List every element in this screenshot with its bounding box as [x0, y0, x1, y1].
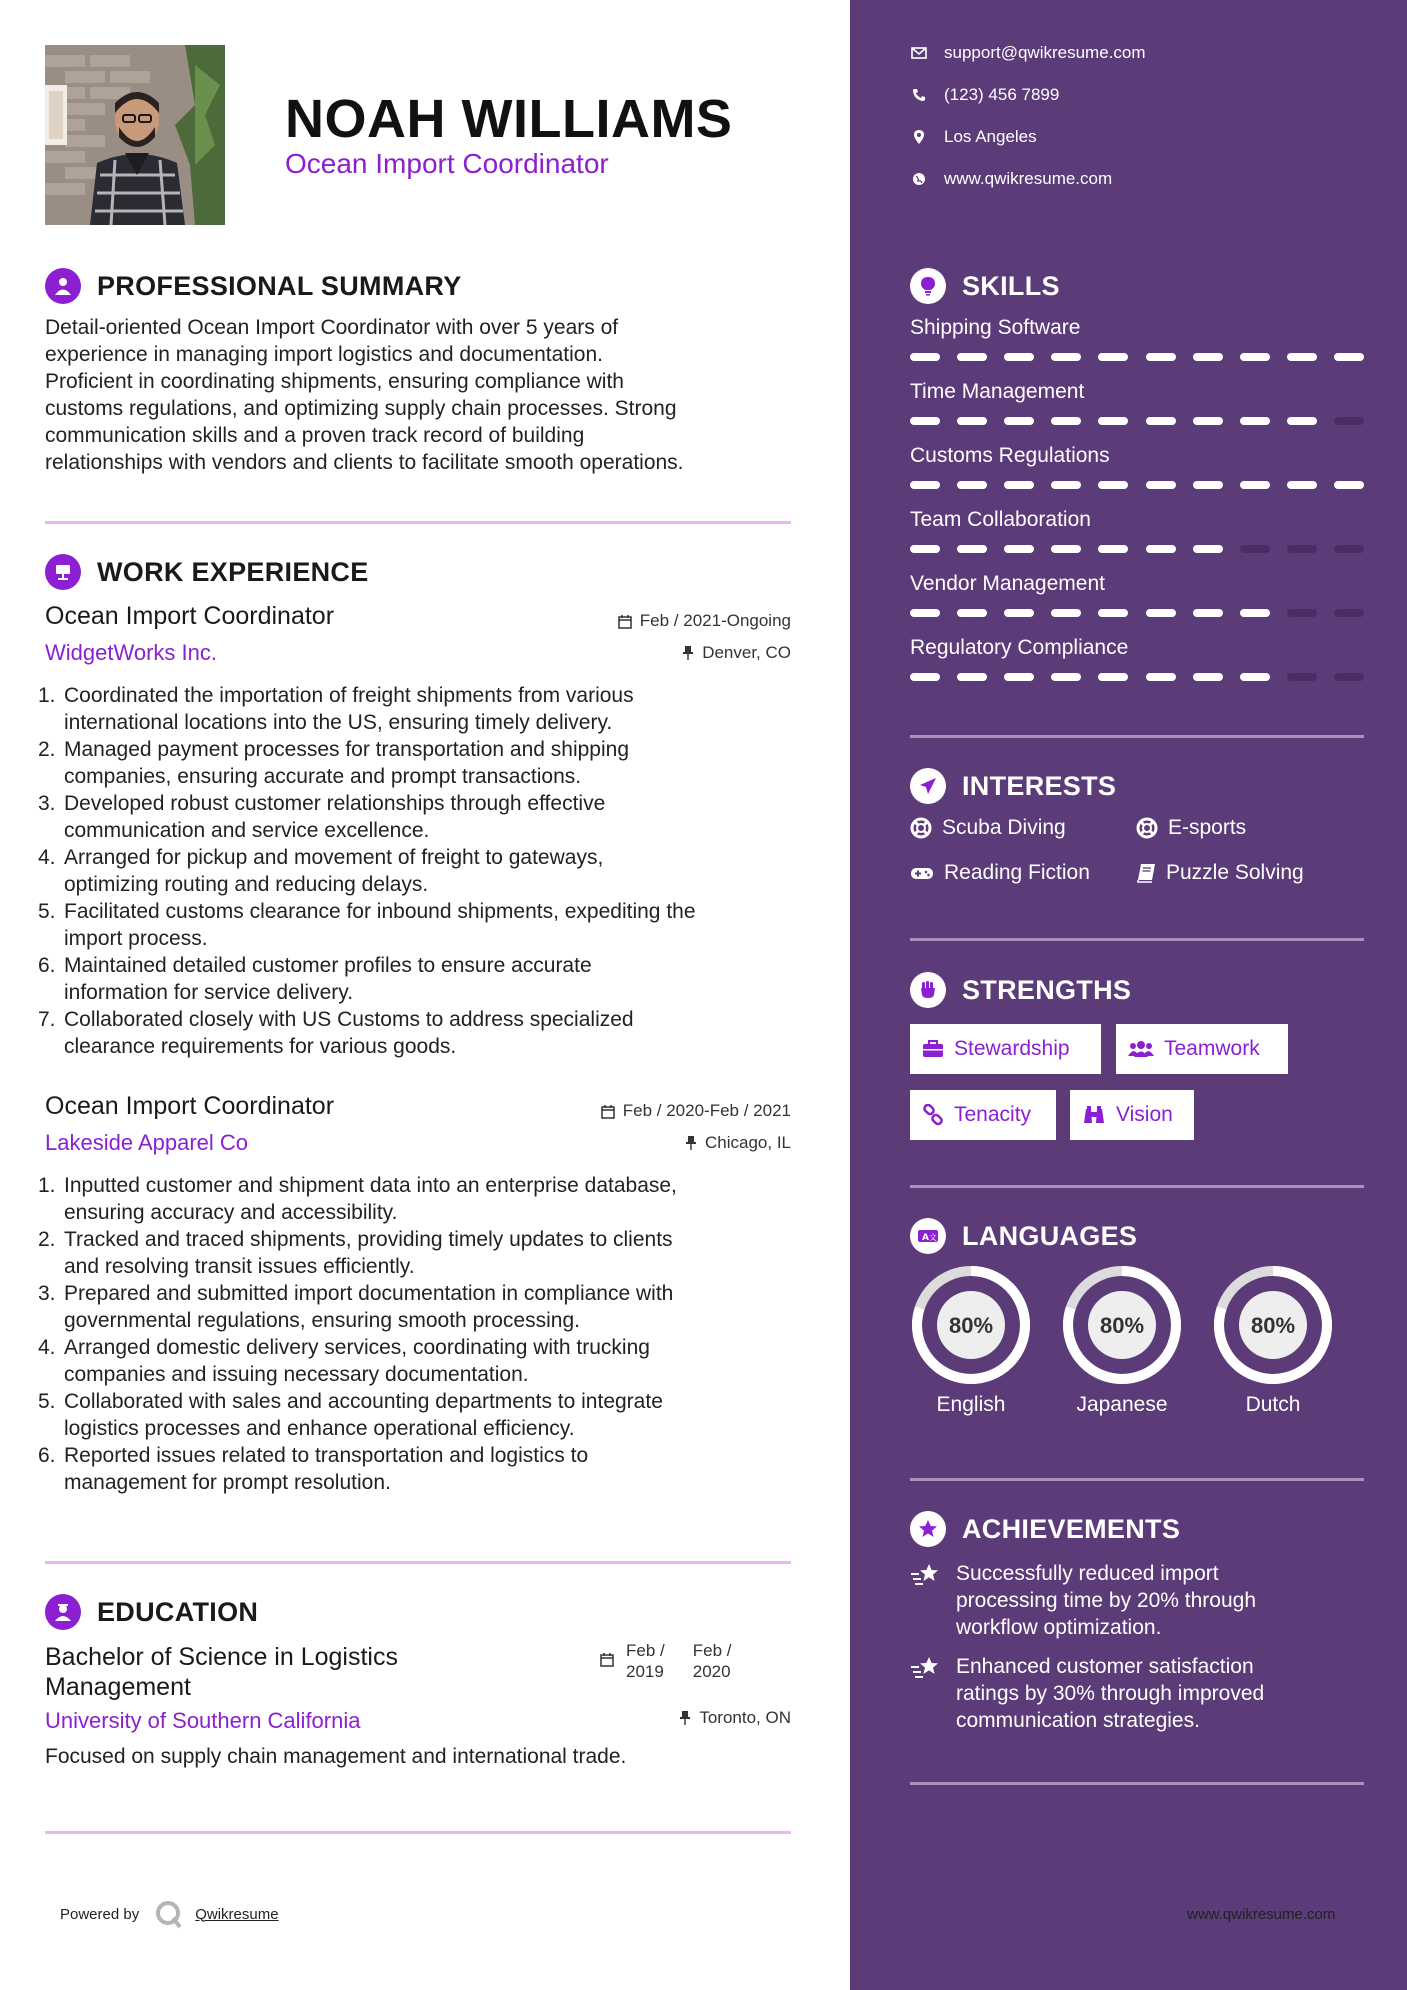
strength-tag — [1116, 1024, 1288, 1074]
skill-segment — [1240, 673, 1270, 681]
contact-email — [910, 43, 1146, 63]
skill-segment — [1334, 545, 1364, 553]
skill-name: Shipping Software — [910, 316, 1081, 339]
section-divider — [910, 1478, 1364, 1481]
summary-heading: PROFESSIONAL SUMMARY — [97, 270, 462, 301]
section-divider — [910, 938, 1364, 941]
skill-segment — [1240, 545, 1270, 553]
contact-phone — [910, 85, 1059, 105]
skills-header — [910, 268, 1060, 304]
language-percent-label: 80% — [1099, 1313, 1145, 1338]
interest-label: Scuba Diving — [942, 816, 1066, 839]
gamepad-icon — [910, 865, 934, 881]
skill-segment — [910, 673, 940, 681]
job-bullets — [38, 682, 798, 1060]
fist-icon — [910, 972, 946, 1008]
languages-header — [910, 1218, 1137, 1254]
job-dates-text: Feb / 2020-Feb / 2021 — [622, 1101, 791, 1120]
skill-segment — [1240, 417, 1270, 425]
strength-tag — [910, 1024, 1101, 1074]
pushpin-icon — [682, 645, 694, 661]
summary-line: relationships with vendors and clients to facilitate smooth operations. — [45, 451, 684, 474]
graduate-icon — [45, 1594, 81, 1630]
profile-photo — [45, 45, 225, 225]
skill-segment — [957, 417, 987, 425]
list-item: 5. Facilitated customs clearance for inbound shipments, expediting the import process. — [38, 900, 696, 950]
skill-level-bar — [910, 609, 1364, 617]
skill-segment — [1146, 609, 1176, 617]
section-divider — [45, 1561, 791, 1564]
achievement-text: Enhanced customer satisfaction ratings by 30% through improved communication strategies. — [956, 1655, 1265, 1732]
skill-level-bar — [910, 673, 1364, 681]
contact-email-text[interactable]: support@qwikresume.com — [944, 43, 1146, 62]
contact-website-text[interactable]: www.qwikresume.com — [944, 169, 1113, 188]
book-icon — [1136, 863, 1156, 883]
skill-segment — [1051, 417, 1081, 425]
skill-segment — [1051, 353, 1081, 361]
language-item — [1211, 1263, 1335, 1417]
strength-tag — [1070, 1090, 1194, 1140]
skill-segment — [1004, 545, 1034, 553]
strengths-heading: STRENGTHS — [962, 974, 1132, 1005]
candidate-title: Ocean Import Coordinator — [285, 148, 609, 179]
summary-line: customs regulations, and optimizing supply chain processes. Strong — [45, 397, 677, 420]
users-icon — [1128, 1040, 1154, 1058]
list-item: 2. Tracked and traced shipments, providing timely updates to clients and resolving transit issues efficiently. — [38, 1228, 673, 1278]
languages-heading: LANGUAGES — [962, 1220, 1138, 1251]
skill-name: Regulatory Compliance — [910, 636, 1129, 659]
life-ring-icon — [1136, 817, 1158, 839]
strengths-header — [910, 972, 1131, 1008]
skill-segment — [1334, 673, 1364, 681]
education-heading: EDUCATION — [97, 1596, 259, 1627]
calendar-icon — [600, 1652, 614, 1667]
skill-segment — [910, 481, 940, 489]
section-divider — [45, 521, 791, 524]
qwikresume-link[interactable]: Qwikresume — [195, 1905, 279, 1923]
interest-item — [910, 861, 1090, 885]
skill-segment — [1334, 353, 1364, 361]
skill-segment — [957, 353, 987, 361]
interests-header — [910, 768, 1116, 804]
contact-phone-text: (123) 456 7899 — [944, 85, 1060, 104]
language-icon — [910, 1218, 946, 1254]
job-location-text: Denver, CO — [702, 643, 791, 662]
summary-line: Proficient in coordinating shipments, ensuring compliance with — [45, 370, 624, 393]
language-percent-label: 80% — [948, 1313, 994, 1338]
section-divider — [910, 1185, 1364, 1188]
skill-segment — [1193, 545, 1223, 553]
candidate-name: NOAH WILLIAMS — [285, 89, 733, 149]
language-ring — [1060, 1263, 1184, 1387]
summary-header — [45, 268, 462, 304]
summary-text — [45, 314, 795, 476]
link-icon — [922, 1104, 944, 1126]
skill-segment — [1146, 353, 1176, 361]
pushpin-icon — [685, 1135, 697, 1151]
interest-item — [1136, 861, 1304, 885]
envelope-icon — [910, 47, 928, 59]
strength-label: Vision — [1116, 1103, 1173, 1126]
skill-level-bar — [910, 481, 1364, 489]
skill-level-bar — [910, 545, 1364, 553]
star-badge-icon — [910, 1511, 946, 1547]
interest-label: Puzzle Solving — [1166, 861, 1304, 884]
skill-segment — [1146, 417, 1176, 425]
contact-website — [910, 169, 1112, 189]
list-item: 7. Collaborated closely with US Customs to address specialized clearance requirements for various goods. — [38, 1008, 634, 1058]
skill-segment — [1287, 417, 1317, 425]
list-item: 3. Prepared and submitted import documentation in compliance with governmental regulations, ensuring smooth processing. — [38, 1282, 674, 1332]
svg-text:文: 文 — [929, 1233, 937, 1242]
skill-segment — [1098, 673, 1128, 681]
summary-line: Detail-oriented Ocean Import Coordinator with over 5 years of — [45, 316, 619, 339]
list-item: 6. Maintained detailed customer profiles to ensure accurate information for service delivery. — [38, 954, 592, 1004]
job-dates-text: Feb / 2021-Ongoing — [639, 611, 791, 630]
skill-segment — [1193, 609, 1223, 617]
sidebar — [850, 0, 1407, 1990]
skill-segment — [1146, 673, 1176, 681]
life-ring-icon — [910, 817, 932, 839]
skills-heading: SKILLS — [962, 270, 1060, 301]
skill-name: Time Management — [910, 380, 1085, 403]
skill-segment — [910, 417, 940, 425]
interest-item — [1136, 816, 1246, 840]
skill-segment — [1098, 609, 1128, 617]
section-divider — [910, 735, 1364, 738]
briefcase-icon — [45, 554, 81, 590]
job-location — [682, 643, 791, 663]
achievement-item — [910, 1560, 1340, 1641]
job-title: Ocean Import Coordinator — [45, 602, 335, 630]
globe-icon — [910, 172, 928, 186]
skill-segment — [1240, 353, 1270, 361]
user-icon — [45, 268, 81, 304]
list-item: 5. Collaborated with sales and accounting departments to integrate logistics processes and enhance operational efficiency. — [38, 1390, 663, 1440]
footer-website[interactable]: www.qwikresume.com — [1187, 1906, 1336, 1923]
skill-segment — [1146, 545, 1176, 553]
powered-by-label: Powered by — [60, 1905, 140, 1923]
section-divider — [910, 1782, 1364, 1785]
skill-segment — [1334, 609, 1364, 617]
skill-level-bar — [910, 417, 1364, 425]
skill-segment — [957, 481, 987, 489]
job-dates — [618, 611, 791, 631]
strength-label: Stewardship — [954, 1037, 1070, 1060]
skill-segment — [1334, 481, 1364, 489]
binoculars-icon — [1082, 1105, 1106, 1125]
language-name: Japanese — [1076, 1393, 1168, 1416]
job-location — [685, 1133, 791, 1153]
job-dates — [601, 1101, 791, 1121]
school-name: University of Southern California — [45, 1708, 361, 1733]
skill-segment — [957, 545, 987, 553]
education-end-date: Feb / 2020 — [692, 1641, 732, 1681]
summary-line: communication skills and a proven track record of building — [45, 424, 585, 447]
skill-segment — [1051, 481, 1081, 489]
achievements-heading: ACHIEVEMENTS — [962, 1513, 1181, 1544]
skill-segment — [1004, 609, 1034, 617]
skill-segment — [1004, 673, 1034, 681]
skill-segment — [957, 673, 987, 681]
job-bullets — [38, 1172, 798, 1496]
calendar-icon — [618, 614, 632, 629]
skill-segment — [1004, 417, 1034, 425]
skill-name: Vendor Management — [910, 572, 1105, 595]
language-percent-label: 80% — [1250, 1313, 1296, 1338]
skill-name: Team Collaboration — [910, 508, 1091, 531]
work-heading: WORK EXPERIENCE — [97, 556, 369, 587]
skill-segment — [910, 609, 940, 617]
skill-segment — [1004, 481, 1034, 489]
skill-segment — [1334, 417, 1364, 425]
language-name: Dutch — [1245, 1393, 1301, 1416]
education-header — [45, 1594, 258, 1630]
contact-location-text: Los Angeles — [944, 127, 1037, 146]
achievements-header — [910, 1511, 1180, 1547]
skill-segment — [1098, 417, 1128, 425]
achievement-text: Successfully reduced import processing time by 20% through workflow optimization. — [956, 1562, 1256, 1639]
skill-segment — [910, 545, 940, 553]
job-title: Ocean Import Coordinator — [45, 1092, 335, 1120]
work-header — [45, 554, 369, 590]
education-location-text: Toronto, ON — [699, 1708, 791, 1727]
map-marker-icon — [910, 129, 928, 145]
strength-label: Teamwork — [1164, 1037, 1260, 1060]
job-location-text: Chicago, IL — [705, 1133, 791, 1152]
skill-segment — [1240, 609, 1270, 617]
achievement-item — [910, 1653, 1340, 1734]
language-ring — [909, 1263, 1033, 1387]
skill-segment — [1146, 481, 1176, 489]
list-item: 4. Arranged for pickup and movement of freight to gateways, optimizing routing and reducing delays. — [38, 846, 604, 896]
skill-segment — [1051, 545, 1081, 553]
skill-segment — [1287, 353, 1317, 361]
paper-plane-icon — [910, 768, 946, 804]
education-description: Focused on supply chain management and international trade. — [45, 1745, 627, 1768]
list-item: 6. Reported issues related to transportation and logistics to management for prompt resolution. — [38, 1444, 589, 1494]
skill-segment — [1287, 481, 1317, 489]
interest-label: E-sports — [1168, 816, 1247, 839]
company-name: Lakeside Apparel Co — [45, 1130, 249, 1155]
calendar-icon — [601, 1104, 615, 1119]
skill-segment — [1098, 545, 1128, 553]
contact-location — [910, 127, 1037, 147]
strength-label: Tenacity — [954, 1103, 1032, 1126]
skill-segment — [1098, 353, 1128, 361]
skill-segment — [1051, 609, 1081, 617]
svg-text:A: A — [922, 1233, 929, 1243]
education-location — [679, 1708, 791, 1728]
lightbulb-icon — [910, 268, 946, 304]
skill-level-bar — [910, 353, 1364, 361]
skill-segment — [957, 609, 987, 617]
section-divider — [45, 1831, 791, 1834]
company-name: WidgetWorks Inc. — [45, 640, 217, 665]
degree-title: Bachelor of Science in Logistics Management — [45, 1643, 398, 1701]
skill-segment — [1193, 481, 1223, 489]
shooting-star-icon — [910, 1562, 944, 1641]
skill-segment — [1287, 673, 1317, 681]
skill-segment — [1287, 609, 1317, 617]
skill-segment — [1051, 673, 1081, 681]
interest-label: Reading Fiction — [944, 861, 1090, 884]
skill-segment — [910, 353, 940, 361]
language-name: English — [936, 1393, 1006, 1416]
skill-segment — [1240, 481, 1270, 489]
profile-photo-image — [45, 45, 225, 225]
language-ring — [1211, 1263, 1335, 1387]
list-item: 1. Coordinated the importation of freight shipments from various international locations into the US, ensuring timely delivery. — [38, 684, 634, 734]
interest-item — [910, 816, 1066, 840]
list-item: 3. Developed robust customer relationships through effective communication and service excellence. — [38, 792, 606, 842]
skill-segment — [1287, 545, 1317, 553]
strength-tag — [910, 1090, 1056, 1140]
language-item — [909, 1263, 1033, 1417]
qwikresume-logo-icon — [153, 1898, 185, 1930]
list-item: 1. Inputted customer and shipment data into an enterprise database, ensuring accuracy and accessibility. — [38, 1174, 677, 1224]
language-item — [1060, 1263, 1184, 1417]
phone-icon — [910, 88, 928, 102]
skill-name: Customs Regulations — [910, 444, 1110, 467]
pushpin-icon — [679, 1710, 691, 1726]
list-item: 4. Arranged domestic delivery services, coordinating with trucking companies and issuing necessary documentation. — [38, 1336, 650, 1386]
skill-segment — [1193, 673, 1223, 681]
education-dates — [600, 1640, 732, 1682]
skill-segment — [1193, 353, 1223, 361]
interests-heading: INTERESTS — [962, 770, 1117, 801]
skill-segment — [1098, 481, 1128, 489]
skill-segment — [1004, 353, 1034, 361]
skill-segment — [1193, 417, 1223, 425]
list-item: 2. Managed payment processes for transportation and shipping companies, ensuring accurate and prompt transactions. — [38, 738, 630, 788]
summary-line: experience in managing import logistics and documentation. — [45, 343, 603, 366]
education-start-date: Feb / 2019 — [626, 1641, 665, 1681]
powered-by — [60, 1898, 279, 1930]
shooting-star-icon — [910, 1655, 944, 1734]
briefcase-icon — [922, 1040, 944, 1058]
